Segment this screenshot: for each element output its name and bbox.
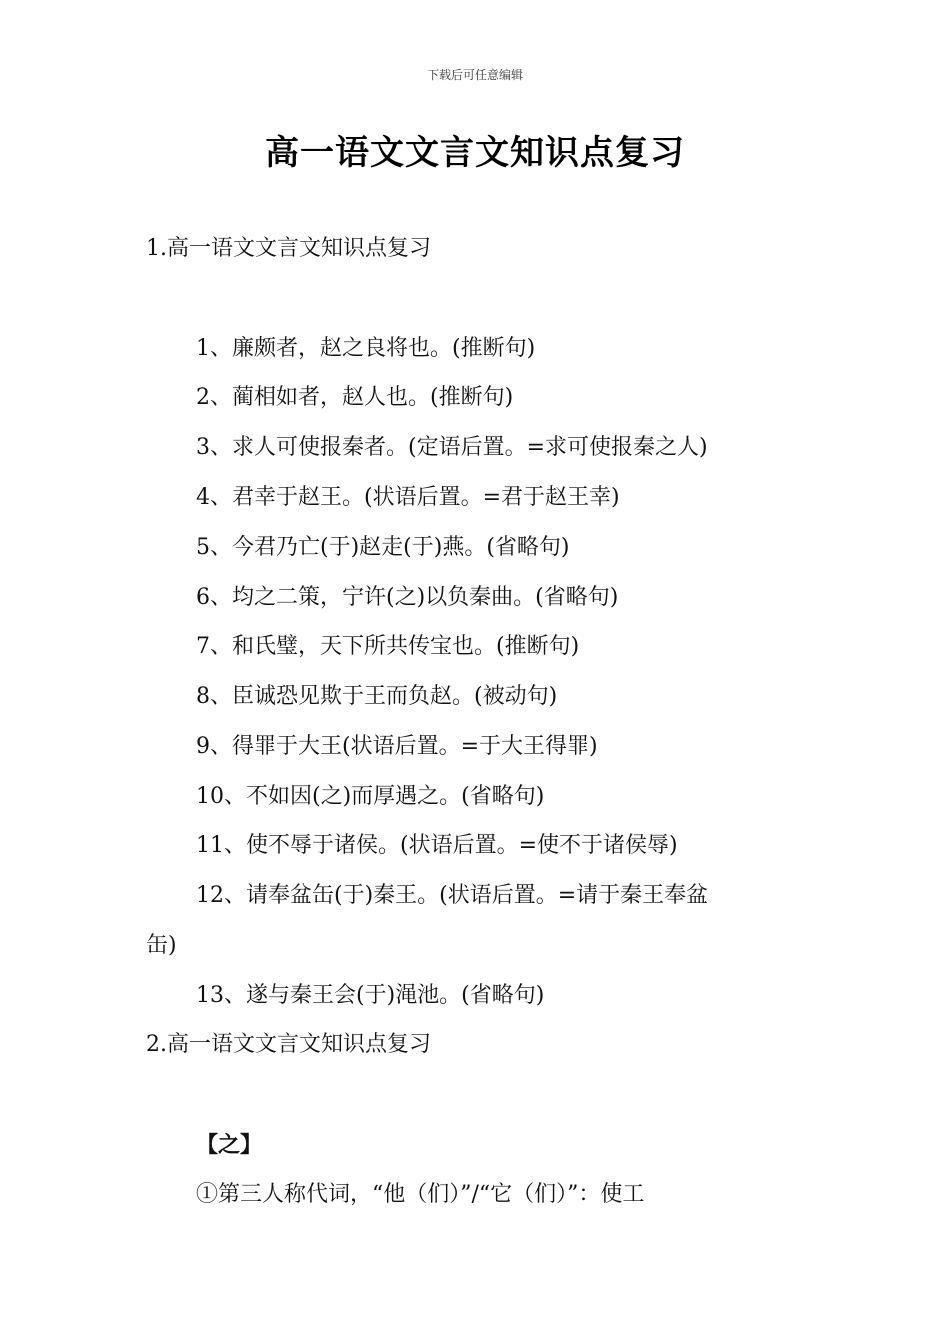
section-heading-2: 2.高一语文文言文知识点复习 [146, 1032, 431, 1057]
list-item: 13、遂与秦王会(于)渑池。(省略句) [196, 983, 545, 1008]
section-heading-1: 1.高一语文文言文知识点复习 [146, 236, 431, 261]
paragraph-line: ①第三人称代词，“他（们）”/“它（们）”：使工 [196, 1182, 645, 1207]
list-item: 7、和氏璧，天下所共传宝也。(推断句) [196, 634, 580, 659]
list-item: 4、君幸于赵王。(状语后置。=君于赵王幸) [196, 485, 620, 510]
list-item: 12、请奉盆缶(于)秦王。(状语后置。=请于秦王奉盆 [196, 883, 709, 908]
list-item-continuation: 缶) [146, 933, 177, 958]
header-note: 下载后可任意编辑 [426, 68, 523, 82]
list-item: 9、得罪于大王(状语后置。=于大王得罪) [196, 734, 598, 759]
list-item: 6、均之二策，宁许(之)以负秦曲。(省略句) [196, 585, 619, 610]
list-item: 3、求人可使报秦者。(定语后置。=求可使报秦之人) [196, 435, 708, 460]
term-heading: 【之】 [196, 1132, 263, 1158]
page-title: 高一语文文言文知识点复习 [265, 133, 685, 173]
list-item: 1、廉颇者，赵之良将也。(推断句) [196, 336, 536, 361]
list-item: 8、臣诚恐见欺于王而负赵。(被动句) [196, 684, 558, 709]
list-item: 11、使不辱于诸侯。(状语后置。=使不于诸侯辱) [196, 833, 678, 858]
list-item: 10、不如因(之)而厚遇之。(省略句) [196, 784, 545, 809]
list-item: 2、蔺相如者，赵人也。(推断句) [196, 385, 514, 410]
list-item: 5、今君乃亡(于)赵走(于)燕。(省略句) [196, 535, 570, 560]
